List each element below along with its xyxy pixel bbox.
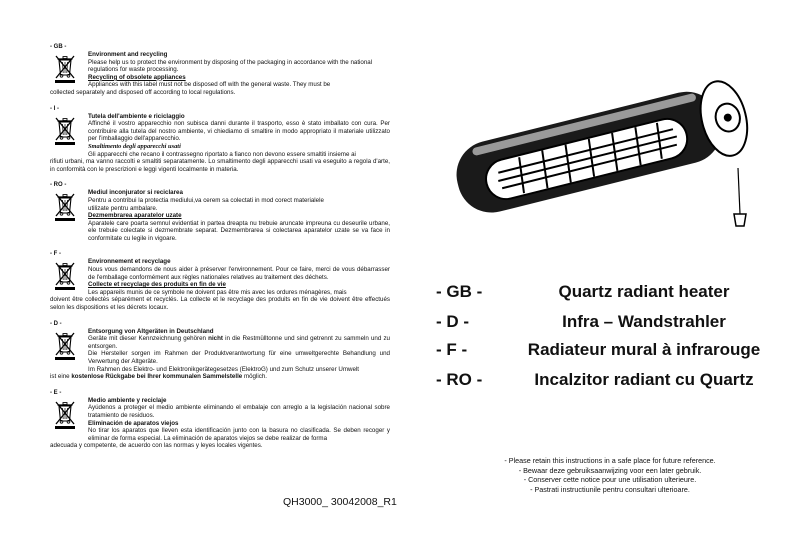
- language-code: - F -: [436, 340, 468, 359]
- recycling-column: [50, 44, 390, 459]
- section-paragraph: Ayúdenos a proteger el medio ambiente eliminando el embalaje con arreglo a la legislación nacional sobre tratamiento de residuos.: [88, 404, 390, 419]
- weee-bin-icon: [53, 191, 77, 221]
- section-paragraph: Aparatele care poarta semnul evidentiat in partea dreapta nu trebuie aruncate impreuna cu deseurile urbane, ele trebuie colectate si dezmembrate separat. Dezmembrarea si colectarea aparatelor uzate se va face in conformitate cu legile in vigoare.: [88, 219, 390, 242]
- product-title: Radiateur mural à infrarouge: [527, 340, 761, 359]
- text-run-bold: nicht: [208, 335, 223, 343]
- section-paragraph: Appliances with this label must not be disposed off with the general waste. They must be: [88, 81, 331, 89]
- section-subtitle: Recycling of obsolete appliances: [88, 73, 186, 81]
- section-paragraph: [50, 335, 390, 350]
- text-run: ist eine: [50, 373, 72, 381]
- section-lang-label: - I -: [50, 105, 59, 112]
- section-subtitle: Eliminación de aparatos viejos: [88, 419, 179, 427]
- section-paragraph: utilizate pentru ambalare.: [88, 204, 158, 212]
- text-run: möglich.: [242, 373, 267, 381]
- note-line: - Bewaar deze gebruiksaanwijzing voor een later gebruik.: [518, 465, 702, 475]
- weee-bin-icon: [53, 53, 77, 83]
- text-run-bold: kostenlose Rückgabe bei Ihrer kommunalen Sammelstelle: [71, 373, 243, 381]
- heater-illustration: [436, 50, 776, 240]
- weee-bin-icon: [53, 330, 77, 360]
- section-paragraph: doivent être collectés séparément et recyclés. La collecte et le recyclage des produits en fin de vie doivent être effectués selon les dispositions et les décrets locaux.: [50, 296, 390, 312]
- section-paragraph: Les appareils munis de ce symbole ne doivent pas être mis avec les ordures ménagères, mais: [88, 288, 347, 296]
- section-lang-label: - GB -: [50, 44, 67, 50]
- section-paragraph: Please help us to protect the environment by disposing of the packaging in accordance with the national: [88, 58, 373, 66]
- section-title: Tutela dell'ambiente e riciclaggio: [88, 112, 185, 120]
- weee-bin-icon: [53, 115, 77, 145]
- section-title: Environnement et recyclage: [88, 258, 171, 266]
- product-title: Quartz radiant heater: [558, 282, 730, 301]
- title-row-f: [436, 340, 776, 364]
- section-lang-label: - RO -: [50, 182, 67, 189]
- section-paragraph: regulations for waste processing.: [88, 66, 179, 74]
- section-it: [50, 106, 390, 174]
- language-code: - D -: [436, 312, 470, 331]
- note-line: - Please retain this instructions in a safe place for future reference.: [504, 456, 716, 465]
- language-code: - RO -: [436, 370, 483, 389]
- section-paragraph: collected separately and disposed off according to local regulations.: [50, 88, 236, 96]
- section-paragraph: Gli apparecchi che recano il contrassegno riportato a fianco non devono essere smaltiti insieme ai: [88, 150, 356, 158]
- section-subtitle: Smaltimento degli apparecchi usati: [88, 142, 181, 150]
- section-paragraph: rifiuti urbani, ma vanno raccolti e smaltiti separatamente. Lo smaltimento degli apparecchi usati va eseguito a regola d'arte, in conformità con le prescrizioni e leggi vigenti localmente in materia.: [50, 158, 390, 173]
- section-paragraph: [50, 373, 390, 381]
- section-paragraph: Pentru a contribui la protectia mediului,va cerem sa colectati in mod corect materialele: [88, 196, 324, 204]
- note-line: - Pastrati instructiunile pentru consultari ulterioare.: [530, 484, 690, 494]
- section-fr: [50, 251, 390, 311]
- section-paragraph: Die Hersteller sorgen im Rahmen der Produktverantwortung für eine umweltgerechte Behandlung und Verwertung der Altgeräte.: [88, 350, 390, 365]
- section-paragraph: No tirar los aparatos que lleven esta identificación junto con la basura no clasificada. Se deben recoger y eliminar de forma especial. La eliminación de aparatos viejos se debe realizar de forma: [88, 427, 390, 442]
- section-lang-label: - E -: [50, 389, 62, 396]
- section-title: Mediul inconjurator si reciclarea: [88, 189, 183, 197]
- title-row-gb: [436, 282, 776, 306]
- title-row-ro: [436, 370, 776, 394]
- section-paragraph: Im Rahmen des Elektro- und Elektronikgerätegesetzes (ElektroG) und zum Schutz unserer Umwelt: [88, 365, 359, 373]
- document-code: QH3000_ 30042008_R1: [283, 496, 397, 508]
- section-subtitle: Collecte et recyclage des produits en fin de vie: [88, 281, 226, 289]
- section-subtitle: Dezmembrarea aparatelor uzate: [88, 212, 182, 220]
- product-title: Infra – Wandstrahler: [562, 312, 726, 331]
- section-lang-label: - F -: [50, 251, 61, 258]
- product-title: Incalzitor radiant cu Quartz: [534, 370, 754, 389]
- section-paragraph: adecuada y competente, de acuerdo con las normas y leyes locales vigentes.: [50, 442, 263, 450]
- title-row-d: [436, 312, 776, 336]
- section-paragraph: Affinché il vostro apparecchio non subisca danni durante il trasporto, esso è stato imballato con cura. Per contribuire alla tutela del nostro ambiente, vi chiediamo di smaltire in modo appropriato il materiale utilizzato per l'imballaggio dell'apparecchio.: [88, 120, 390, 143]
- section-es: [50, 390, 390, 450]
- weee-bin-icon: [53, 260, 77, 290]
- section-title: Environment and recycling: [88, 51, 168, 58]
- retention-notes: [460, 456, 760, 494]
- text-run: in die Restmülltonne und sind getrennt zu sammeln und zu entsorgen.: [88, 335, 390, 350]
- section-title: Entsorgung von Altgeräten in Deutschland: [88, 327, 214, 335]
- section-lang-label: - D -: [50, 320, 62, 327]
- section-title: Medio ambiente y reciclaje: [88, 396, 167, 404]
- section-ro: [50, 182, 390, 242]
- section-de: [50, 321, 390, 381]
- section-gb: [50, 44, 390, 97]
- note-line: - Conserver cette notice pour une utilisation ulterieure.: [523, 475, 697, 484]
- text-run: Geräte mit dieser Kennzeichnung gehören: [88, 335, 209, 343]
- weee-bin-icon: [53, 399, 77, 429]
- section-paragraph: Nous vous demandons de nous aider à préserver l'environnement. Pour ce faire, merci de vous débarrasser de l'emballage conformément aux règles nationales relatives au traitement des déchets.: [88, 266, 390, 281]
- language-code: - GB -: [436, 282, 483, 301]
